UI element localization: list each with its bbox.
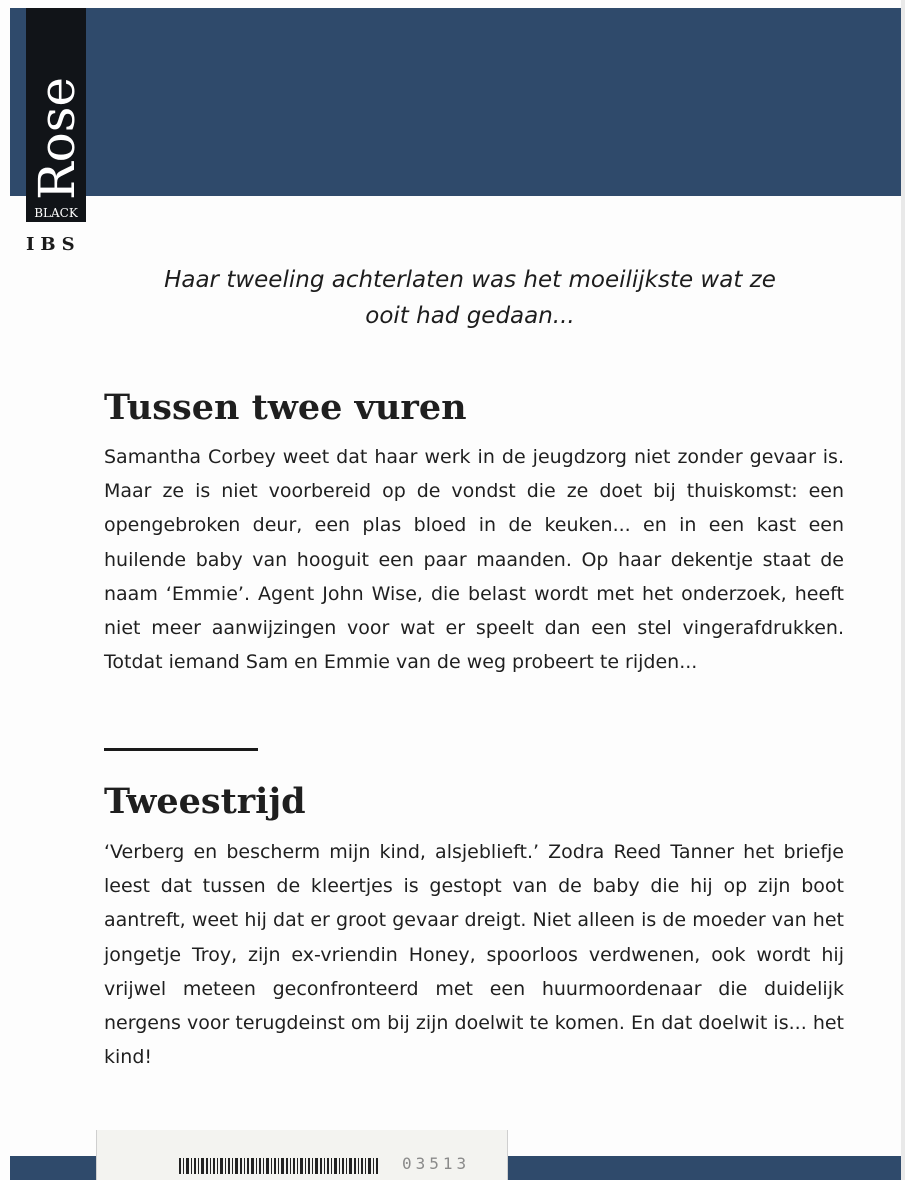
section-title-tweestrijd: Tweestrijd (104, 781, 306, 822)
logo-rose-panel (26, 8, 86, 203)
barcode-icon (179, 1158, 379, 1174)
page-edge (901, 0, 905, 1180)
publisher-logo (26, 8, 86, 222)
section-divider (104, 748, 258, 751)
section-text-tussen-twee-vuren: Samantha Corbey weet dat haar werk in de jeugdzorg niet zonder gevaar is. Maar ze is niet voorbereid op de vondst die ze doet bij thuiskomst: een opengebroken deur, een plas bloed in de keuken... en in een kast een huilende baby van hooguit een paar maanden. Op haar dekentje staat de naam ‘Emmie’. Agent John Wise, die belast wordt met het onderzoek, heeft niet meer aanwijzingen voor wat er speelt dan een stel vingerafdrukken. Totdat iemand Sam en Emmie van de weg probeert te rijden... (104, 446, 844, 674)
barcode-sticker (96, 1130, 508, 1180)
logo-rose-text: Rose (28, 77, 86, 200)
section-text-tweestrijd: ‘Verberg en bescherm mijn kind, alsjeblieft.’ Zodra Reed Tanner het briefje leest dat tussen de kleertjes is gestopt van de baby die hij op zijn boot aantreft, weet hij dat er groot gevaar dreigt. Niet alleen is de moeder van het jongetje Troy, zijn ex-vriendin Honey, spoorloos verdwenen, ook wordt hij vrijwel meteen geconfronteerd met een huurmoordenaar die duidelijk nergens voor terugdeinst om bij zijn doelwit te komen. En dat doelwit is... het kind! (104, 841, 844, 1069)
tagline: Haar tweeling achterlaten was het moeilijkste wat ze ooit had gedaan... (164, 267, 776, 329)
section-title-tussen-twee-vuren: Tussen twee vuren (104, 387, 467, 428)
sticker-code: 03513 (402, 1154, 471, 1173)
top-color-band (10, 8, 903, 196)
logo-ibs: IBS (26, 234, 81, 255)
logo-black-label: BLACK (34, 206, 78, 220)
